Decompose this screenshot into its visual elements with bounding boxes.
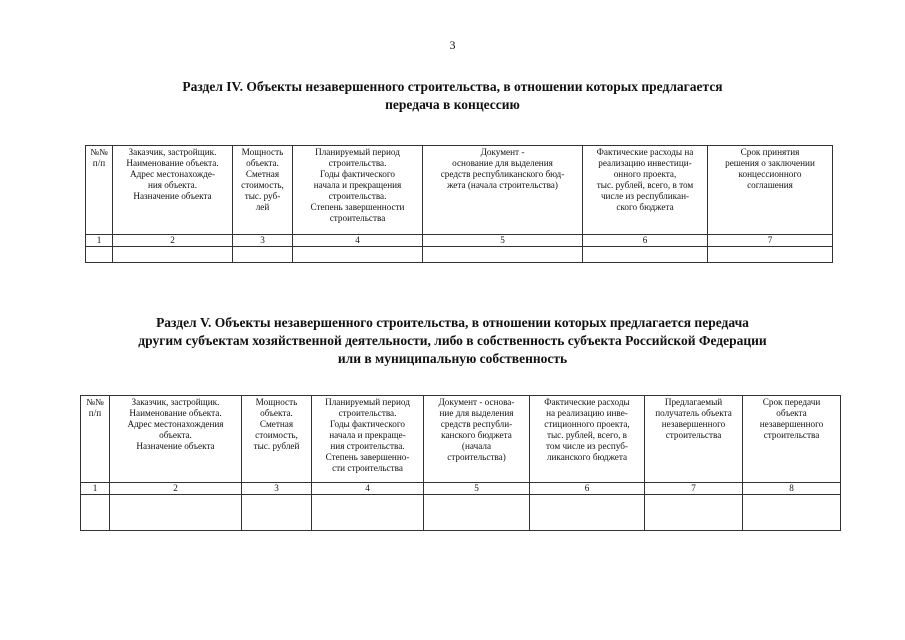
column-header-line: получатель объекта — [655, 408, 732, 418]
column-header-line: жета (начала строительства) — [447, 180, 558, 190]
column-header-line: на реализацию инве- — [546, 408, 628, 418]
column-header-line: сти строительства — [332, 463, 403, 473]
column-header-line: Срок передачи — [762, 397, 821, 407]
column-header-line: Документ - основа- — [438, 397, 515, 407]
column-header-line: Заказчик, застройщик. — [131, 397, 220, 407]
column-number: 6 — [583, 235, 708, 247]
column-header-line: строительства. — [328, 191, 387, 201]
column-header-line: строительства. — [338, 408, 397, 418]
column-header-line: Сметная — [259, 419, 294, 429]
column-header-line: незавершенного — [759, 419, 824, 429]
column-header-line: канского бюджета — [441, 430, 512, 440]
column-header — [86, 146, 113, 235]
section-4-title — [60, 78, 845, 114]
empty-cell[interactable] — [81, 495, 110, 531]
empty-cell[interactable] — [708, 247, 833, 263]
column-header — [530, 396, 645, 483]
column-header-line: концессионного — [738, 169, 802, 179]
column-header-line: Годы фактического — [329, 419, 405, 429]
column-number: 3 — [242, 483, 312, 495]
column-header-line: Адрес местонахождения — [127, 419, 224, 429]
column-header — [708, 146, 833, 235]
column-header-line: Годы фактического — [319, 169, 395, 179]
column-header — [293, 146, 423, 235]
column-header-line: Срок принятия — [740, 147, 800, 157]
empty-cell[interactable] — [110, 495, 242, 531]
section-4-header-row — [86, 146, 833, 235]
column-header-line: строительства — [763, 430, 820, 440]
column-header-line: п/п — [92, 158, 106, 168]
column-header — [113, 146, 233, 235]
column-header-line: объекта. — [246, 158, 279, 168]
column-header-line: решения о заключении — [725, 158, 815, 168]
column-header-line: Предлагаемый — [664, 397, 723, 407]
section-4-table — [85, 145, 833, 263]
section-5-empty-row — [81, 495, 841, 531]
column-header-line: онного проекта, — [613, 169, 677, 179]
column-number: 4 — [293, 235, 423, 247]
column-number: 1 — [81, 483, 110, 495]
column-number: 3 — [233, 235, 293, 247]
empty-cell[interactable] — [423, 247, 583, 263]
column-header — [645, 396, 743, 483]
section-4-empty-row — [86, 247, 833, 263]
empty-cell[interactable] — [233, 247, 293, 263]
column-header-line: том числе из респуб- — [546, 441, 628, 451]
column-header-line: тыс. рублей, всего, в — [546, 430, 628, 440]
column-header-line: Фактические расходы на — [596, 147, 694, 157]
section-5-number-row — [81, 483, 841, 495]
column-header-line: начала и прекраще- — [329, 430, 406, 440]
column-header-line: ликанского бюджета — [546, 452, 628, 462]
column-header-line: Планируемый период — [325, 397, 410, 407]
empty-cell[interactable] — [743, 495, 841, 531]
column-header-line: объекта. — [260, 408, 293, 418]
column-header-line: строительства — [329, 213, 386, 223]
column-header-line: объекта. — [159, 430, 192, 440]
column-header-line: лей — [255, 202, 270, 212]
column-header-line: п/п — [88, 408, 102, 418]
column-header-line: основание для выделения — [452, 158, 553, 168]
column-header-line: ния объекта. — [147, 180, 198, 190]
column-header-line: Планируемый период — [315, 147, 400, 157]
column-header-line: Мощность — [255, 397, 298, 407]
column-header-line: ского бюджета — [616, 202, 674, 212]
column-header-line: строительства) — [447, 452, 506, 462]
empty-cell[interactable] — [312, 495, 424, 531]
column-header-line: стоимость, — [241, 180, 284, 190]
column-header-line: №№ — [86, 397, 104, 407]
column-number: 7 — [645, 483, 743, 495]
column-header-line: Документ - — [480, 147, 525, 157]
section-5-title — [60, 314, 845, 368]
section-5-title-line: другим субъектам хозяйственной деятельности, либо в собственность субъекта Российской Федерации — [138, 333, 767, 348]
section-5-title-line: Раздел V. Объекты незавершенного строительства, в отношении которых предлагается передача — [156, 315, 749, 330]
column-header-line: Наименование объекта. — [126, 158, 219, 168]
column-header-line: ние для выделения — [439, 408, 514, 418]
section-5-title-line: или в муниципальную собственность — [337, 351, 568, 366]
column-header-line: объекта — [776, 408, 807, 418]
section-5-header-row — [81, 396, 841, 483]
column-header — [233, 146, 293, 235]
column-header-line: начала и прекращения — [313, 180, 402, 190]
column-header-line: строительства — [665, 430, 722, 440]
column-header — [110, 396, 242, 483]
column-header-line: ния строительства. — [330, 441, 405, 451]
page-number: 3 — [449, 38, 456, 52]
column-header-line: строительства. — [328, 158, 387, 168]
column-header — [424, 396, 530, 483]
section-4-number-row — [86, 235, 833, 247]
column-header-line: стиционного проекта, — [544, 419, 630, 429]
column-number: 4 — [312, 483, 424, 495]
column-header-line: тыс. руб- — [244, 191, 281, 201]
column-number: 1 — [86, 235, 113, 247]
column-header — [583, 146, 708, 235]
column-header-line: тыс. рублей — [253, 441, 300, 451]
column-header-line: средств республи- — [440, 419, 513, 429]
column-header-line: стоимость, — [255, 430, 298, 440]
column-number: 2 — [110, 483, 242, 495]
column-header-line: числе из республикан- — [600, 191, 690, 201]
empty-cell[interactable] — [424, 495, 530, 531]
column-header — [242, 396, 312, 483]
column-header-line: №№ — [90, 147, 108, 157]
column-header — [81, 396, 110, 483]
column-header-line: (начала — [461, 441, 492, 451]
column-number: 8 — [743, 483, 841, 495]
column-header-line: Назначение объекта — [133, 191, 212, 201]
column-number: 6 — [530, 483, 645, 495]
column-header-line: Адрес местонахожде- — [129, 169, 216, 179]
column-header-line: средств республиканского бюд- — [440, 169, 565, 179]
column-header-line: реализацию инвестици- — [598, 158, 692, 168]
column-number: 5 — [424, 483, 530, 495]
empty-cell[interactable] — [293, 247, 423, 263]
section-4-title-line: передача в концессию — [385, 97, 520, 112]
column-header-line: Степень завершенно- — [325, 452, 410, 462]
empty-cell[interactable] — [113, 247, 233, 263]
section-5-table — [80, 395, 841, 531]
column-header-line: Мощность — [241, 147, 284, 157]
empty-cell[interactable] — [242, 495, 312, 531]
column-header-line: тыс. рублей, всего, в том — [596, 180, 694, 190]
column-header-line: Фактические расходы — [544, 397, 630, 407]
column-number: 5 — [423, 235, 583, 247]
column-number: 2 — [113, 235, 233, 247]
empty-cell[interactable] — [86, 247, 113, 263]
section-4-title-line: Раздел IV. Объекты незавершенного строительства, в отношении которых предлагается — [182, 79, 723, 94]
column-number: 7 — [708, 235, 833, 247]
column-header — [423, 146, 583, 235]
column-header — [312, 396, 424, 483]
empty-cell[interactable] — [583, 247, 708, 263]
empty-cell[interactable] — [645, 495, 743, 531]
column-header-line: незавершенного — [661, 419, 726, 429]
column-header-line: Заказчик, застройщик. — [128, 147, 217, 157]
column-header-line: соглашения — [747, 180, 793, 190]
column-header-line: Сметная — [245, 169, 280, 179]
column-header-line: Наименование объекта. — [129, 408, 222, 418]
empty-cell[interactable] — [530, 495, 645, 531]
column-header-line: Назначение объекта — [136, 441, 215, 451]
column-header — [743, 396, 841, 483]
column-header-line: Степень завершенности — [310, 202, 405, 212]
